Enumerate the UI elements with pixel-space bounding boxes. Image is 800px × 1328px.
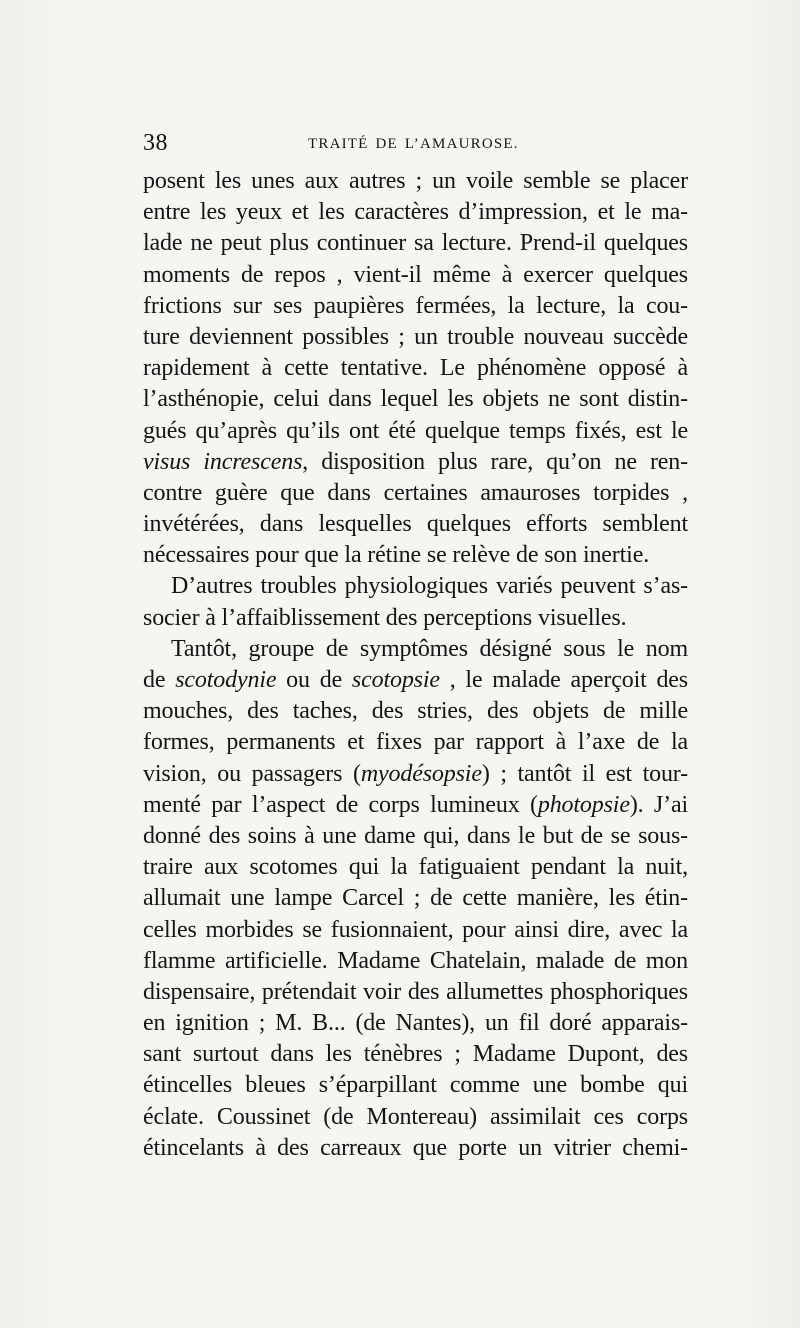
text-line: [143, 1008, 688, 1039]
text-line: [143, 509, 688, 540]
text-segment: menté par l’aspect de corps lumineux (: [143, 791, 538, 818]
text-line: [143, 821, 688, 852]
text-segment: traire aux scotomes qui la fatiguaient pendant la nuit,: [143, 854, 688, 881]
text-segment: Tantôt, groupe de symptômes désigné sous le nom: [171, 635, 688, 662]
text-segment: formes, permanents et fixes par rapport à l’axe de la: [143, 729, 688, 756]
text-line: [143, 1133, 688, 1164]
text-segment: contre guère que dans certaines amauroses torpides ,: [143, 479, 688, 506]
text-segment: éclate. Coussinet (de Montereau) assimilait ces corps: [143, 1103, 688, 1130]
text-segment: en ignition ; M. B... (de Nantes), un fil doré apparais-: [143, 1010, 688, 1037]
text-line: [143, 478, 688, 509]
body-text: [143, 166, 688, 1164]
italic-term: visus increscens: [143, 448, 303, 475]
text-line: [143, 260, 688, 291]
text-segment: mouches, des taches, des stries, des objets de mille: [143, 698, 688, 725]
italic-term: scotopsie: [351, 667, 440, 693]
text-line: [143, 384, 688, 415]
text-segment: frictions sur ses paupières fermées, la lecture, la cou-: [143, 292, 688, 319]
text-line: [143, 883, 688, 914]
text-segment: ) ; tantôt il est tour-: [481, 760, 688, 787]
text-line: [143, 540, 688, 571]
text-line: [143, 696, 688, 727]
text-segment: nécessaires pour que la rétine se relève de son inertie.: [143, 542, 650, 569]
text-segment: vision, ou passagers (: [143, 760, 361, 787]
text-line: [143, 416, 688, 447]
text-line: [143, 197, 688, 228]
text-segment: dispensaire, prétendait voir des allumettes phosphoriques: [143, 978, 688, 1005]
text-segment: ou de: [276, 667, 352, 693]
text-line: [143, 634, 688, 665]
text-segment: sant surtout dans les ténèbres ; Madame Dupont, des: [143, 1041, 688, 1068]
text-segment: de: [143, 667, 176, 693]
text-line: [143, 790, 688, 821]
text-line: [143, 946, 688, 977]
text-segment: lade ne peut plus continuer sa lecture. Prend-il quelques: [143, 230, 688, 257]
text-segment: étincelles bleues s’éparpillant comme une bombe qui: [143, 1072, 688, 1099]
text-segment: flamme artificielle. Madame Chatelain, malade de mon: [143, 947, 688, 974]
text-line: [143, 759, 688, 790]
text-line: [143, 1070, 688, 1101]
text-segment: posent les unes aux autres ; un voile semble se placer: [143, 168, 688, 194]
text-line: [143, 852, 688, 883]
text-segment: ). J’ai: [629, 791, 688, 818]
text-line: [143, 603, 688, 634]
text-segment: étincelants à des carreaux que porte un vitrier chemi-: [143, 1134, 688, 1161]
text-segment: D’autres troubles physiologiques variés peuvent s’as-: [171, 573, 688, 600]
text-segment: donné des soins à une dame qui, dans le but de se sous-: [143, 822, 688, 849]
text-segment: entre les yeux et les caractères d’impression, et le ma-: [143, 199, 688, 226]
text-segment: rapidement à cette tentative. Le phénomène opposé à: [143, 355, 688, 382]
text-segment: celles morbides se fusionnaient, pour ainsi dire, avec la: [143, 916, 688, 943]
text-line: [143, 915, 688, 946]
running-title: TRAITÉ DE L’AMAUROSE.: [308, 136, 519, 152]
text-segment: moments de repos , vient-il même à exercer quelques: [143, 261, 688, 288]
text-line: [143, 166, 688, 197]
text-line: [143, 1102, 688, 1133]
text-segment: , disposition plus rare, qu’on ne ren-: [302, 448, 688, 475]
text-line: [143, 228, 688, 259]
text-line: [143, 353, 688, 384]
text-segment: gués qu’après qu’ils ont été quelque temps fixés, est le: [143, 417, 688, 444]
text-segment: , le malade aperçoit des: [439, 667, 688, 693]
text-line: [143, 977, 688, 1008]
text-line: [143, 322, 688, 353]
text-line: [143, 291, 688, 322]
page-number: 38: [143, 130, 168, 156]
italic-term: myodésopsie: [360, 760, 482, 787]
italic-term: scotodynie: [175, 667, 277, 693]
text-line: [143, 727, 688, 758]
text-segment: allumait une lampe Carcel ; de cette manière, les étin-: [143, 885, 688, 912]
text-segment: socier à l’affaiblissement des perceptions visuelles.: [143, 604, 627, 631]
italic-term: photopsie: [537, 791, 630, 818]
text-line: [143, 1039, 688, 1070]
text-line: [143, 665, 688, 696]
text-line: [143, 571, 688, 602]
text-segment: ture deviennent possibles ; un trouble nouveau succède: [143, 323, 688, 350]
running-head: [143, 128, 688, 162]
text-segment: l’asthénopie, celui dans lequel les objets ne sont distin-: [143, 386, 688, 413]
text-segment: invétérées, dans lesquelles quelques efforts semblent: [143, 511, 688, 538]
text-line: [143, 447, 688, 478]
